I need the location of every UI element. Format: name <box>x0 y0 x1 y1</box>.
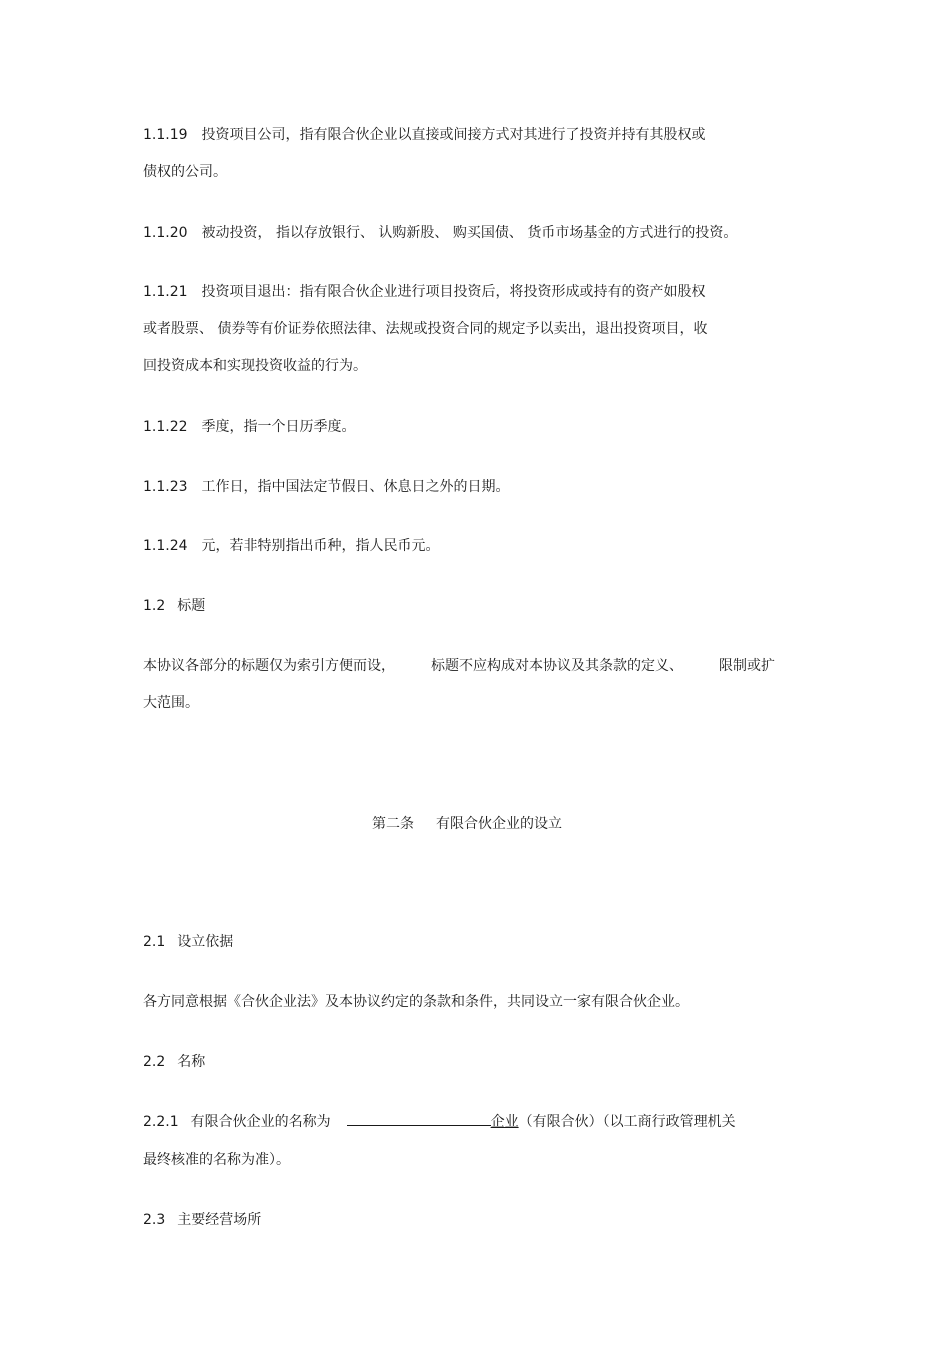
clause-1-1-22 <box>143 417 356 437</box>
article-2-title <box>0 814 934 834</box>
section-2-2-heading <box>143 1052 205 1072</box>
article-label: 第二条 <box>372 816 414 832</box>
section-2-3-heading <box>143 1210 261 1230</box>
clause-number: 2.2.1 <box>143 1114 179 1130</box>
underlined-text: 企业 <box>490 1114 519 1130</box>
clause-1-1-21-line1 <box>143 282 706 302</box>
section-number: 1.2 <box>143 598 166 614</box>
section-number: 2.3 <box>143 1212 166 1228</box>
article-title: 有限合伙企业的设立 <box>436 816 562 832</box>
section-2-1-heading <box>143 932 233 952</box>
clause-number: 1.1.23 <box>143 479 188 495</box>
body-text-part: 限制或扩 <box>719 658 775 674</box>
section-1-2-body-line2: 大范围。 <box>143 695 199 711</box>
clause-1-1-19-line2: 债权的公司。 <box>143 164 227 180</box>
clause-1-1-21-line2: 或者股票、 债券等有价证券依照法律、法规或投资合同的规定予以卖出，退出投资项目，收 <box>143 321 708 337</box>
clause-text: 元，若非特别指出币种，指人民币元。 <box>201 538 440 554</box>
clause-text: 投资项目退出：指有限合伙企业进行项目投资后，将投资形成或持有的资产如股权 <box>201 284 706 300</box>
clause-number: 1.1.20 <box>143 225 188 241</box>
clause-text: （有限合伙）（以工商行政管理机关 <box>518 1114 736 1130</box>
clause-2-2-1-line2: 最终核准的名称为准）。 <box>143 1152 290 1168</box>
clause-2-2-1-line1 <box>143 1111 736 1132</box>
clause-1-1-20 <box>143 223 737 243</box>
clause-text: 工作日，指中国法定节假日、休息日之外的日期。 <box>201 479 510 495</box>
section-heading: 标题 <box>177 598 206 614</box>
clause-text: 投资项目公司，指有限合伙企业以直接或间接方式对其进行了投资并持有其股权或 <box>201 127 706 143</box>
section-1-2-heading <box>143 596 205 616</box>
name-blank-field[interactable] <box>347 1111 491 1126</box>
clause-text: 季度，指一个日历季度。 <box>201 419 356 435</box>
clause-1-1-21-line3: 回投资成本和实现投资收益的行为。 <box>143 358 367 374</box>
clause-1-1-24 <box>143 536 440 556</box>
clause-number: 1.1.19 <box>143 127 188 143</box>
clause-number: 1.1.22 <box>143 419 188 435</box>
clause-1-1-23 <box>143 477 510 497</box>
clause-text: 被动投资， 指以存放银行、 认购新股、 购买国债、 货币市场基金的方式进行的投资。 <box>201 225 738 241</box>
section-heading: 名称 <box>177 1054 206 1070</box>
section-number: 2.2 <box>143 1054 166 1070</box>
section-heading: 主要经营场所 <box>177 1212 262 1228</box>
clause-text: 有限合伙企业的名称为 <box>190 1114 331 1130</box>
section-heading: 设立依据 <box>177 934 234 950</box>
section-number: 2.1 <box>143 934 166 950</box>
clause-number: 1.1.21 <box>143 284 188 300</box>
section-2-1-body: 各方同意根据《合伙企业法》及本协议约定的条款和条件，共同设立一家有限合伙企业。 <box>143 994 689 1010</box>
body-text-part: 标题不应构成对本协议及其条款的定义、 <box>431 658 683 674</box>
section-1-2-body-line1 <box>143 656 775 676</box>
body-text-part: 本协议各部分的标题仅为索引方便而设， <box>143 658 395 674</box>
clause-number: 1.1.24 <box>143 538 188 554</box>
clause-1-1-19-line1 <box>143 125 706 145</box>
